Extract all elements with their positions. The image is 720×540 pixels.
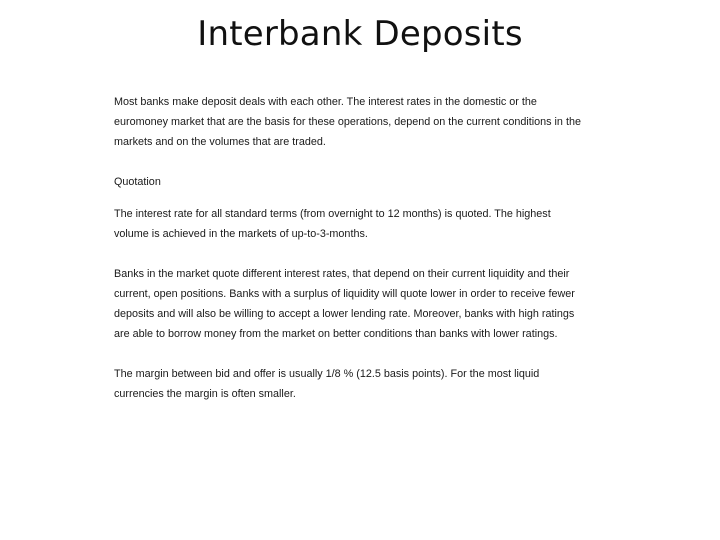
paragraph-terms: The interest rate for all standard terms (from overnight to 12 months) is quoted. The highest volume is achieved in the markets of up-to-3-months.: [114, 208, 551, 240]
paragraph-liquidity: Banks in the market quote different interest rates, that depend on their current liquidity and their current, open positions. Banks with a surplus of liquidity will quote lower in order to receive fewer deposits and will also be willing to accept a lower lending rate. Moreover, banks with high ratings are able to borrow money from the market on better conditions than banks with lower ratings.: [114, 268, 575, 340]
paragraph-intro: Most banks make deposit deals with each other. The interest rates in the domestic or the euromoney market that are the basis for these operations, depend on the current conditions in the markets and on the volumes that are traded.: [114, 96, 581, 148]
section-heading-quotation: Quotation: [114, 176, 161, 188]
slide-body: [114, 92, 586, 424]
paragraph-margin: The margin between bid and offer is usually 1/8 % (12.5 basis points). For the most liquid currencies the margin is often smaller.: [114, 368, 540, 400]
slide-title: Interbank Deposits: [197, 14, 523, 54]
